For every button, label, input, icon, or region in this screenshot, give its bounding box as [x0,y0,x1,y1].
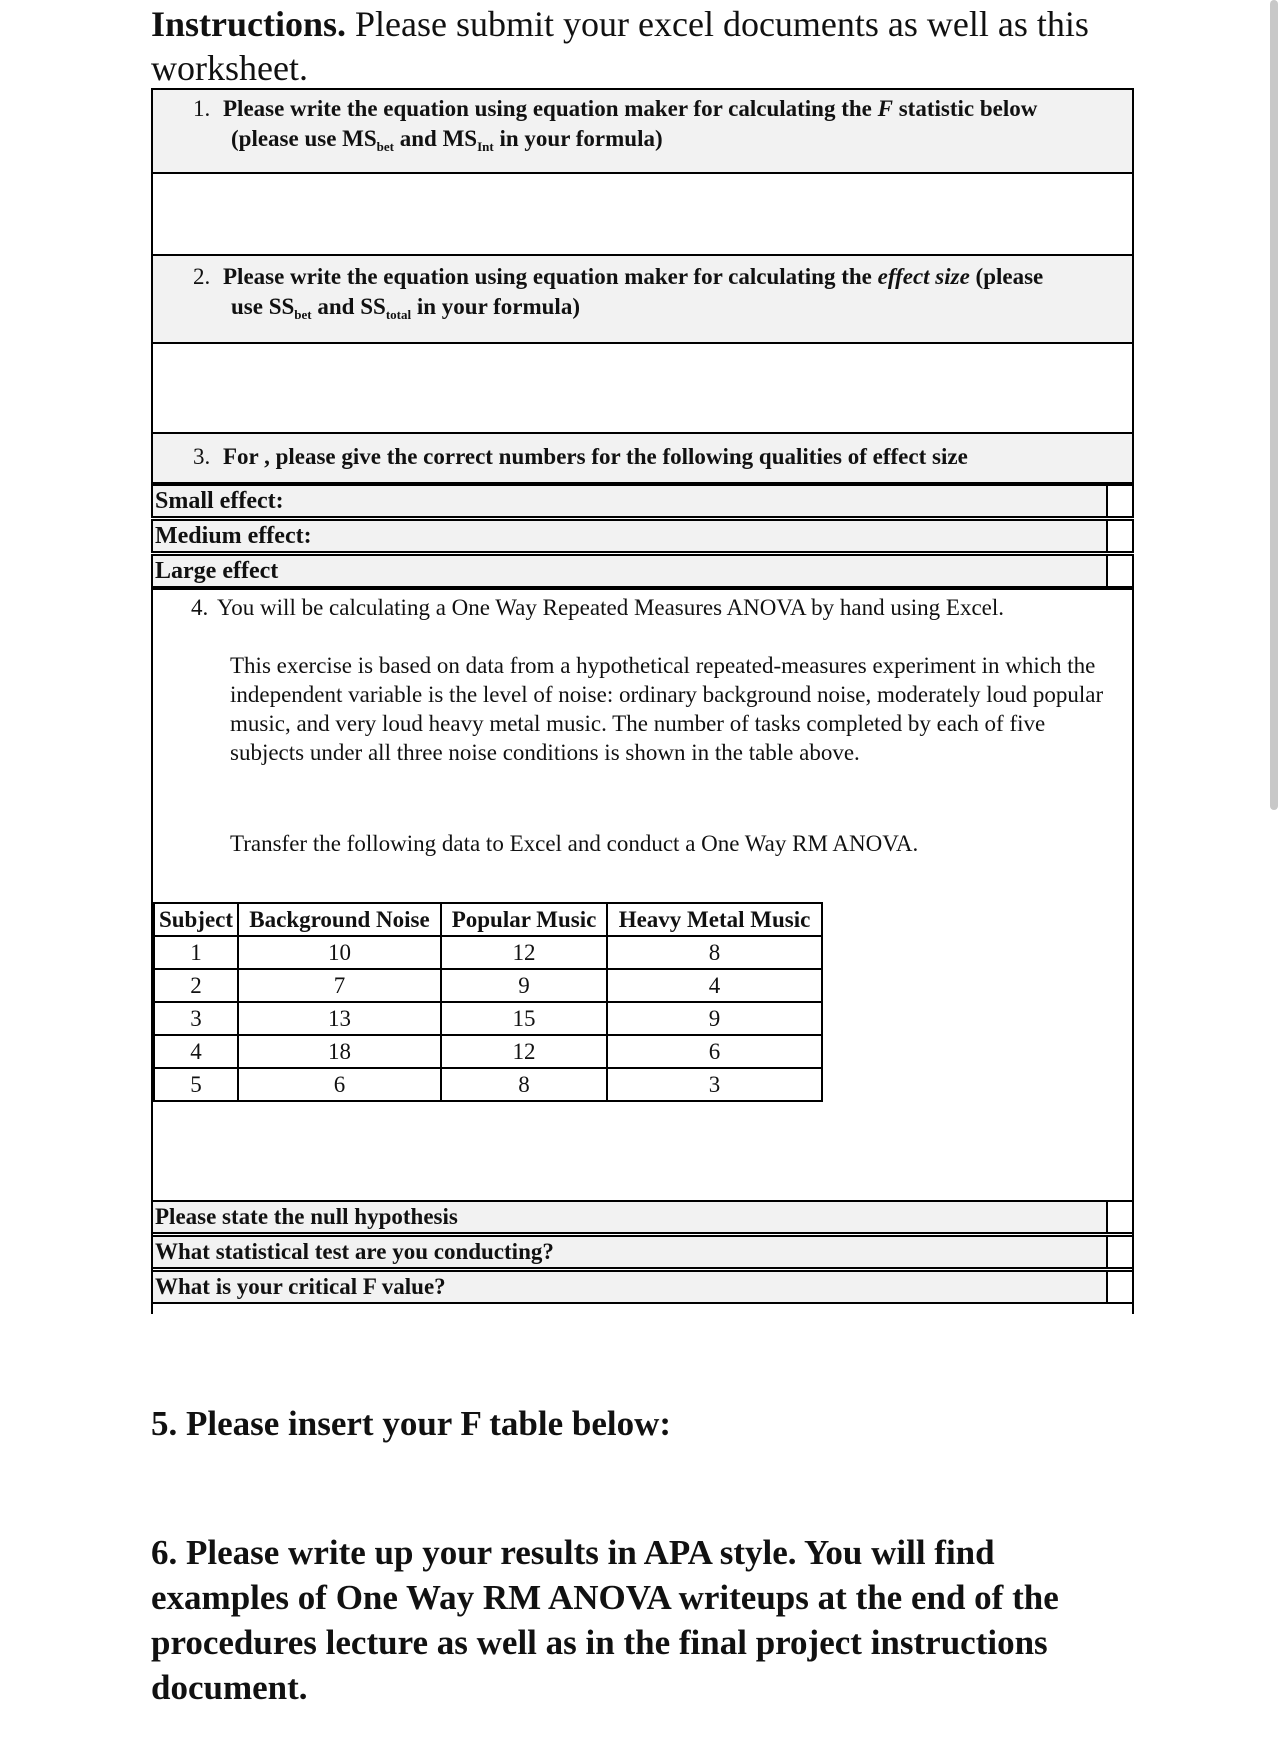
table-cell: 6 [238,1068,441,1101]
data-table [153,902,823,1102]
table-cell: 13 [238,1002,441,1035]
effect-row-large: Large effect [151,554,1134,588]
statistical-test-answer[interactable] [1106,1237,1132,1267]
instructions [151,2,1111,90]
exercise-description: This exercise is based on data from a hypothetical repeated-measures experiment in which the independent variable is the level of noise: ordinary background noise, moderately loud popular music, and very loud heavy metal music. The number of tasks completed by each of five subjects under all three noise conditions is shown in the table above. [230,653,1104,765]
column-header: Background Noise [238,903,441,936]
scrollbar[interactable] [1270,0,1278,810]
question-1: 1. Please write the equation using equation maker for calculating the F statistic below (please use $MS_{bet}$ and $MS_{Int}$ in your formula) [151,88,1134,174]
table-cell: 1 [154,936,238,969]
transfer-instruction: Transfer the following data to Excel and conduct a One Way RM ANOVA. [230,831,919,856]
table-header-row [154,903,822,936]
table-row [154,1068,822,1101]
question-3-number: 3. [193,444,211,469]
table-cell: 5 [154,1068,238,1101]
table-row [154,1002,822,1035]
question-4: 4. You will be calculating a One Way Repeated Measures ANOVA by hand using Excel. [191,595,1005,620]
question-5-heading: 5. Please insert your F table below: [151,1404,672,1443]
instructions-lead: Instructions. [151,4,347,44]
table-cell: 12 [441,1035,607,1068]
table-cell: 15 [441,1002,607,1035]
table-cell: 8 [607,936,822,969]
table-cell: 18 [238,1035,441,1068]
effect-row-medium: Medium effect: [151,519,1134,553]
table-cell: 10 [238,936,441,969]
answer-box-2[interactable] [151,342,1134,434]
question-3: 3. For , please give the correct numbers for the following qualities of effect size [151,432,1134,484]
table-cell: 7 [238,969,441,1002]
table-row [154,969,822,1002]
question-2: 2. Please write the equation using equation maker for calculating the effect size (please use $SS_{bet}$ and $SS_{total}$ in your formula) [151,254,1134,344]
table-cell: 2 [154,969,238,1002]
critical-f-row: What is your critical F value? [151,1270,1134,1304]
question-2-number: 2. [193,264,211,289]
question-6-heading: 6. Please write up your results in APA style. You will find examples of One Way RM ANOVA writeups at the end of the procedures lecture as well as in the final project instructions document. [151,1533,1059,1707]
table-cell: 12 [441,936,607,969]
question-1-number: 1. [193,96,211,121]
table-cell: 9 [441,969,607,1002]
table-cell: 9 [607,1002,822,1035]
answer-box-1[interactable] [151,172,1134,256]
effect-answer-medium[interactable] [1106,521,1132,551]
table-cell: 6 [607,1035,822,1068]
table-row [154,936,822,969]
critical-f-answer[interactable] [1106,1272,1132,1302]
column-header: Heavy Metal Music [607,903,822,936]
effect-row-small: Small effect: [151,484,1134,518]
column-header: Popular Music [441,903,607,936]
table-row [154,1035,822,1068]
instructions-text: Please submit your excel documents as well as this worksheet. [151,4,1089,88]
table-cell: 4 [607,969,822,1002]
null-hypothesis-answer[interactable] [1106,1202,1132,1232]
null-hypothesis-row: Please state the null hypothesis [151,1200,1134,1234]
statistical-test-row: What statistical test are you conducting? [151,1235,1134,1269]
effect-answer-small[interactable] [1106,486,1132,516]
effect-answer-large[interactable] [1106,556,1132,586]
column-header: Subject [154,903,238,936]
table-cell: 3 [607,1068,822,1101]
table-cell: 8 [441,1068,607,1101]
table-cell: 4 [154,1035,238,1068]
table-cell: 3 [154,1002,238,1035]
